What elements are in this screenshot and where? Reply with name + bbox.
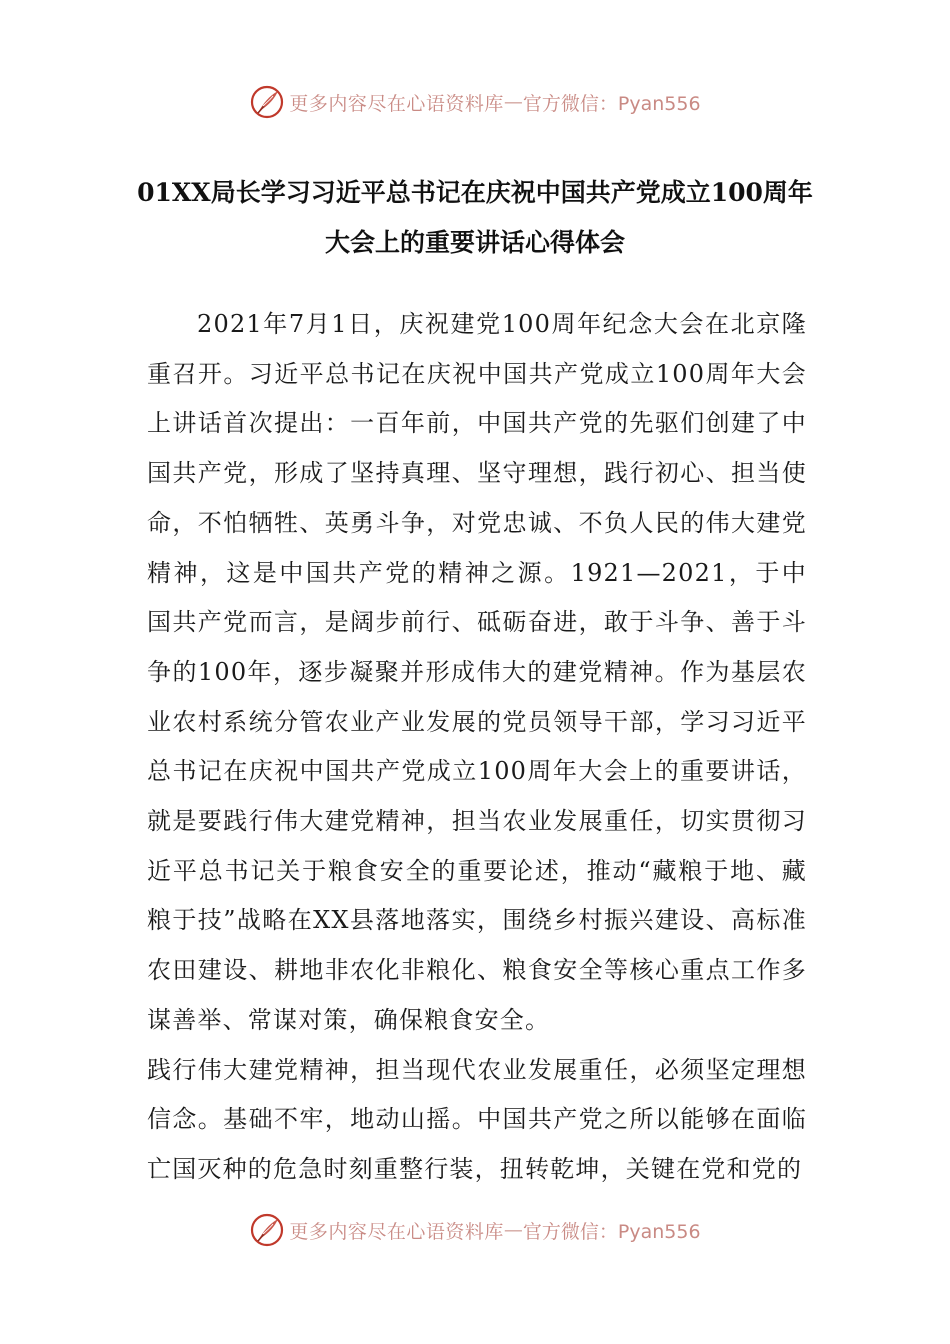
footer-watermark — [0, 1210, 950, 1250]
watermark-wechat-text: 官方微信：Pyan556 — [522, 92, 701, 115]
watermark-dash: — — [503, 1219, 523, 1241]
paragraph-1: 2021年7月1日，庆祝建党100周年纪念大会在北京隆重召开。习近平总书记在庆祝中国共产党成立100周年大会上讲话首次提出：一百年前，中国共产党的先驱们创建了中国共产党，形成了坚持真理、坚守理想，践行初心、担当使命，不怕牺牲、英勇斗争，对党忠诚、不负人民的伟大建党精神，这是中国共产党的精神之源。1921—2021，于中国共产党而言，是阔步前行、砥砺奋进，敢于斗争、善于斗争的100年，逐步凝聚并形成伟大的建党精神。作为基层农业农村系统分管农业产业发展的党员领导干部，学习习近平总书记在庆祝中国共产党成立100周年大会上的重要讲话，就是要践行伟大建党精神，担当农业发展重任，切实贯彻习近平总书记关于粮食安全的重要论述，推动“藏粮于地、藏粮于技”战略在XX县落地落实，围绕乡村振兴建设、高标准农田建设、耕地非农化非粮化、粮食安全等核心重点工作多谋善举、常谋对策，确保粮食安全。 — [147, 310, 807, 1034]
feather-pen-logo-icon — [249, 84, 285, 120]
document-body — [147, 300, 807, 1195]
watermark-main-text: 更多内容尽在心语资料库 — [289, 92, 504, 115]
feather-pen-logo-icon — [249, 1212, 285, 1248]
watermark-wechat-text: 官方微信：Pyan556 — [522, 1220, 701, 1243]
document-title: 01XX局长学习习近平总书记在庆祝中国共产党成立100周年大会上的重要讲话心得体会 — [137, 178, 813, 257]
paragraph-2: 践行伟大建党精神，担当现代农业发展重任，必须坚定理想信念。基础不牢，地动山摇。中国共产党之所以能够在面临亡国灭种的危急时刻重整行装，扭转乾坤，关键在党和党的 — [147, 1055, 807, 1183]
watermark-dash: — — [503, 91, 523, 113]
header-watermark — [0, 82, 950, 122]
watermark-main-text: 更多内容尽在心语资料库 — [289, 1220, 504, 1243]
